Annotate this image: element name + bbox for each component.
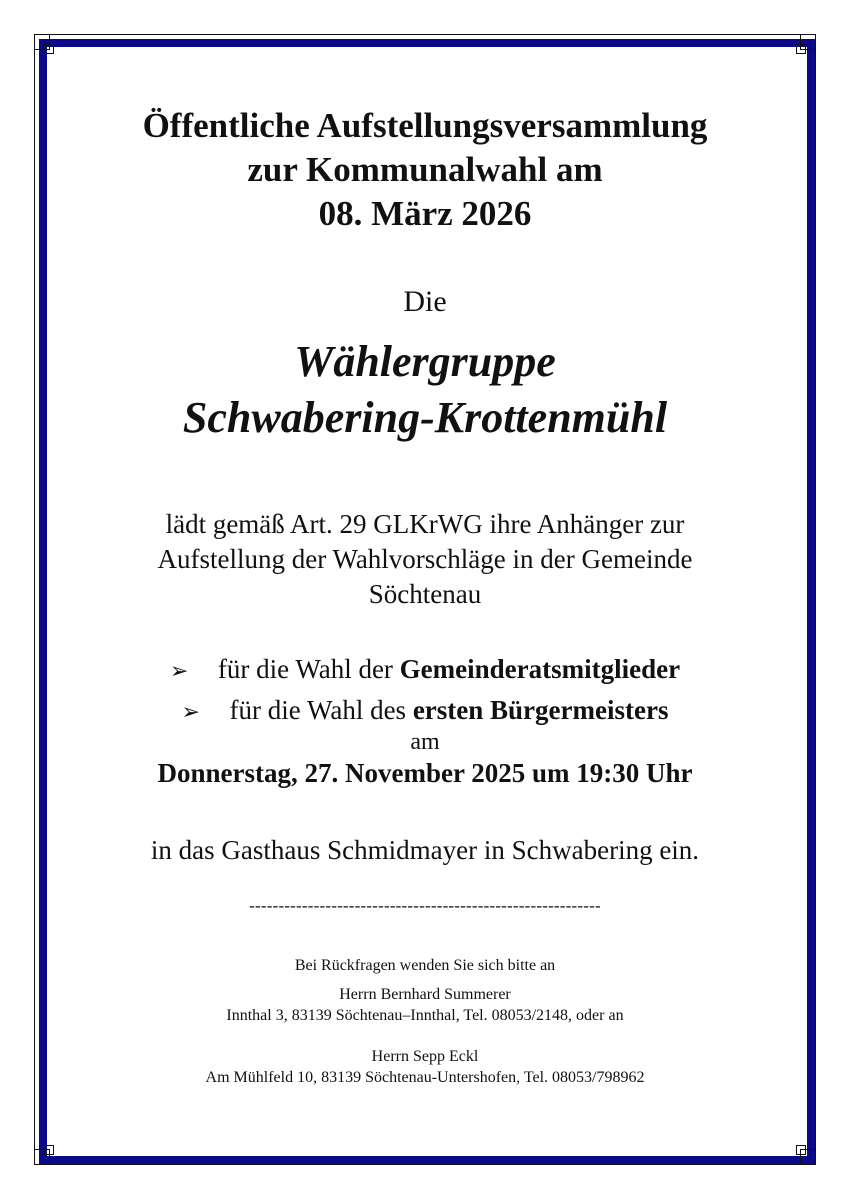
list-item-prefix: für die Wahl des — [229, 695, 413, 725]
contact-name: Herrn Bernhard Summerer — [339, 986, 511, 1003]
invitation-line: Aufstellung der Wahlvorschläge in der Gemeinde — [157, 544, 693, 574]
arrowhead-bullet-icon: ➢ — [169, 659, 189, 684]
arrowhead-bullet-icon: ➢ — [181, 700, 200, 725]
document-title — [60, 104, 790, 236]
group-name — [60, 334, 790, 446]
list-item — [60, 691, 790, 732]
invitation-line: lädt gemäß Art. 29 GLKrWG ihre Anhänger zur — [165, 509, 685, 539]
election-list — [60, 650, 790, 732]
spacer — [60, 1026, 790, 1046]
corner-ornament-top-left-inner — [44, 44, 54, 54]
contact-address: Am Mühlfeld 10, 83139 Söchtenau-Untershofen, Tel. 08053/798962 — [205, 1069, 645, 1086]
event-venue: in das Gasthaus Schmidmayer in Schwabering ein. — [150, 835, 700, 865]
contact-section — [60, 955, 790, 1088]
title-line: zur Kommunalwahl am — [247, 150, 603, 189]
list-item-prefix: für die Wahl der — [217, 654, 400, 684]
invitation-text — [60, 507, 790, 612]
group-name-line: Schwabering-Krottenmühl — [182, 393, 668, 442]
corner-ornament-top-right-inner — [796, 44, 806, 54]
dashed-separator: ------------------------------------------------------------ — [249, 896, 601, 915]
article-text: Die — [403, 285, 447, 318]
title-line: 08. März 2026 — [318, 194, 532, 233]
title-line: Öffentliche Aufstellungsversammlung — [142, 106, 708, 145]
event-date-time: Donnerstag, 27. November 2025 um 19:30 Uhr — [157, 758, 693, 788]
list-item — [60, 650, 790, 691]
group-name-line: Wählergruppe — [294, 337, 556, 386]
list-item-emphasis: ersten Bürgermeisters — [412, 695, 669, 725]
corner-ornament-bottom-left-inner — [44, 1145, 54, 1155]
contact-name: Herrn Sepp Eckl — [371, 1048, 479, 1065]
contact-intro: Bei Rückfragen wenden Sie sich bitte an — [294, 957, 556, 974]
invitation-line: Söchtenau — [368, 579, 482, 609]
list-item-emphasis: Gemeinderatsmitglieder — [399, 654, 681, 684]
contact-address: Innthal 3, 83139 Söchtenau–Innthal, Tel. 08053/2148, oder an — [226, 1007, 624, 1024]
am-text: am — [410, 729, 440, 755]
corner-ornament-bottom-right-inner — [796, 1145, 806, 1155]
